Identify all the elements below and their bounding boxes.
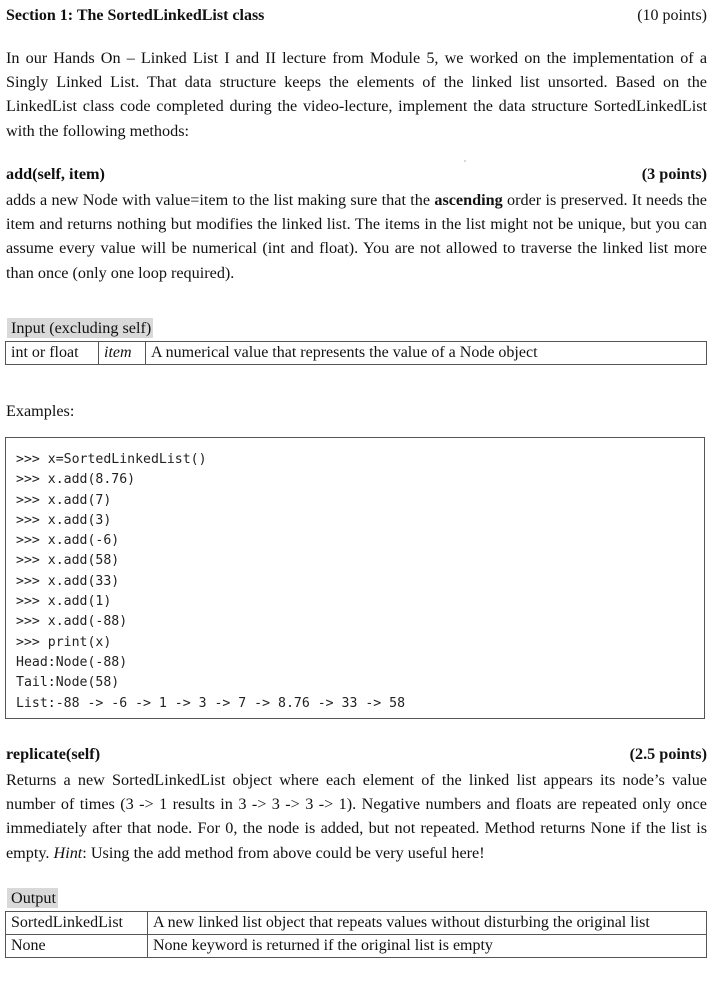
- example-code-box: [5, 437, 705, 719]
- replicate-desc-part1: Returns a new SortedLinkedList object where each element of the linked list appears its node’s value number of times (3 -> 1 results in 3 -> 3 -> 3 -> 1). Negative numbers and floats are repeated only once immediately after that node. For 0, the node is added, but not repeated. Method returns None if the list is empty.: [6, 771, 707, 862]
- code-line: >>> x.add(33): [16, 573, 120, 589]
- code-line: >>> x.add(-6): [16, 533, 120, 549]
- output-type: SortedLinkedList: [6, 912, 148, 935]
- input-table: [5, 341, 707, 365]
- input-description: A numerical value that represents the value of a Node object: [146, 342, 707, 365]
- output-description: None keyword is returned if the original list is empty: [148, 935, 707, 958]
- examples-label: Examples:: [6, 402, 75, 420]
- table-row: [6, 935, 707, 958]
- replicate-method-heading: [6, 745, 707, 764]
- code-line: >>> x.add(7): [16, 492, 112, 508]
- replicate-method-signature: replicate(self): [6, 745, 101, 763]
- code-line: >>> x.add(1): [16, 594, 112, 610]
- add-desc-bold: ascending: [434, 191, 503, 209]
- add-method-heading: [6, 165, 707, 184]
- code-line: >>> x=SortedLinkedList(): [16, 452, 207, 467]
- output-description: A new linked list object that repeats values without disturbing the original list: [148, 912, 707, 935]
- table-row: [6, 342, 707, 365]
- example-code: [16, 450, 405, 714]
- add-desc-part2: order is preserved. It needs the item and returns nothing but modifies the linked list. The items in the list might not be unique, but you can assume every value will be numerical (int and float). You are not allowed to traverse the linked list more than once (only one loop required).: [6, 191, 707, 282]
- input-label: Input (excluding self): [7, 318, 153, 338]
- code-line: Head:Node(-88): [16, 654, 128, 670]
- input-type: int or float: [6, 342, 99, 365]
- section-title: Section 1: The SortedLinkedList class: [6, 7, 265, 24]
- code-line: List:-88 -> -6 -> 1 -> 3 -> 7 -> 8.76 -> 33 -> 58: [16, 695, 406, 711]
- scan-speck: [464, 160, 466, 162]
- input-name: item: [99, 342, 146, 365]
- code-line: >>> x.add(-88): [16, 614, 128, 630]
- replicate-desc-part2: : Using the add method from above could be very useful here!: [82, 843, 485, 862]
- code-line: >>> x.add(58): [16, 553, 120, 569]
- intro-paragraph: In our Hands On – Linked List I and II lecture from Module 5, we worked on the implementation of a Singly Linked List. That data structure keeps the elements of the linked list unsorted. Based on the LinkedList class code completed during the video-lecture, implement the data structure SortedLinkedList with the following methods:: [6, 49, 707, 140]
- table-row: [6, 912, 707, 935]
- add-method-points: (3 points): [641, 165, 707, 183]
- output-type: None: [6, 935, 148, 958]
- replicate-method-description: [6, 768, 707, 865]
- replicate-method-points: (2.5 points): [629, 745, 707, 763]
- output-label: Output: [7, 888, 58, 908]
- code-line: >>> x.add(8.76): [16, 472, 136, 488]
- replicate-hint-label: Hint: [53, 843, 83, 862]
- output-table: [5, 911, 707, 958]
- section-points: (10 points): [637, 7, 707, 24]
- add-method-description: [6, 188, 707, 285]
- code-line: Tail:Node(58): [16, 675, 120, 691]
- add-desc-part1: adds a new Node with value=item to the list making sure that the: [6, 191, 435, 209]
- code-line: >>> print(x): [16, 634, 112, 650]
- add-method-signature: add(self, item): [6, 165, 105, 183]
- code-line: >>> x.add(3): [16, 512, 112, 528]
